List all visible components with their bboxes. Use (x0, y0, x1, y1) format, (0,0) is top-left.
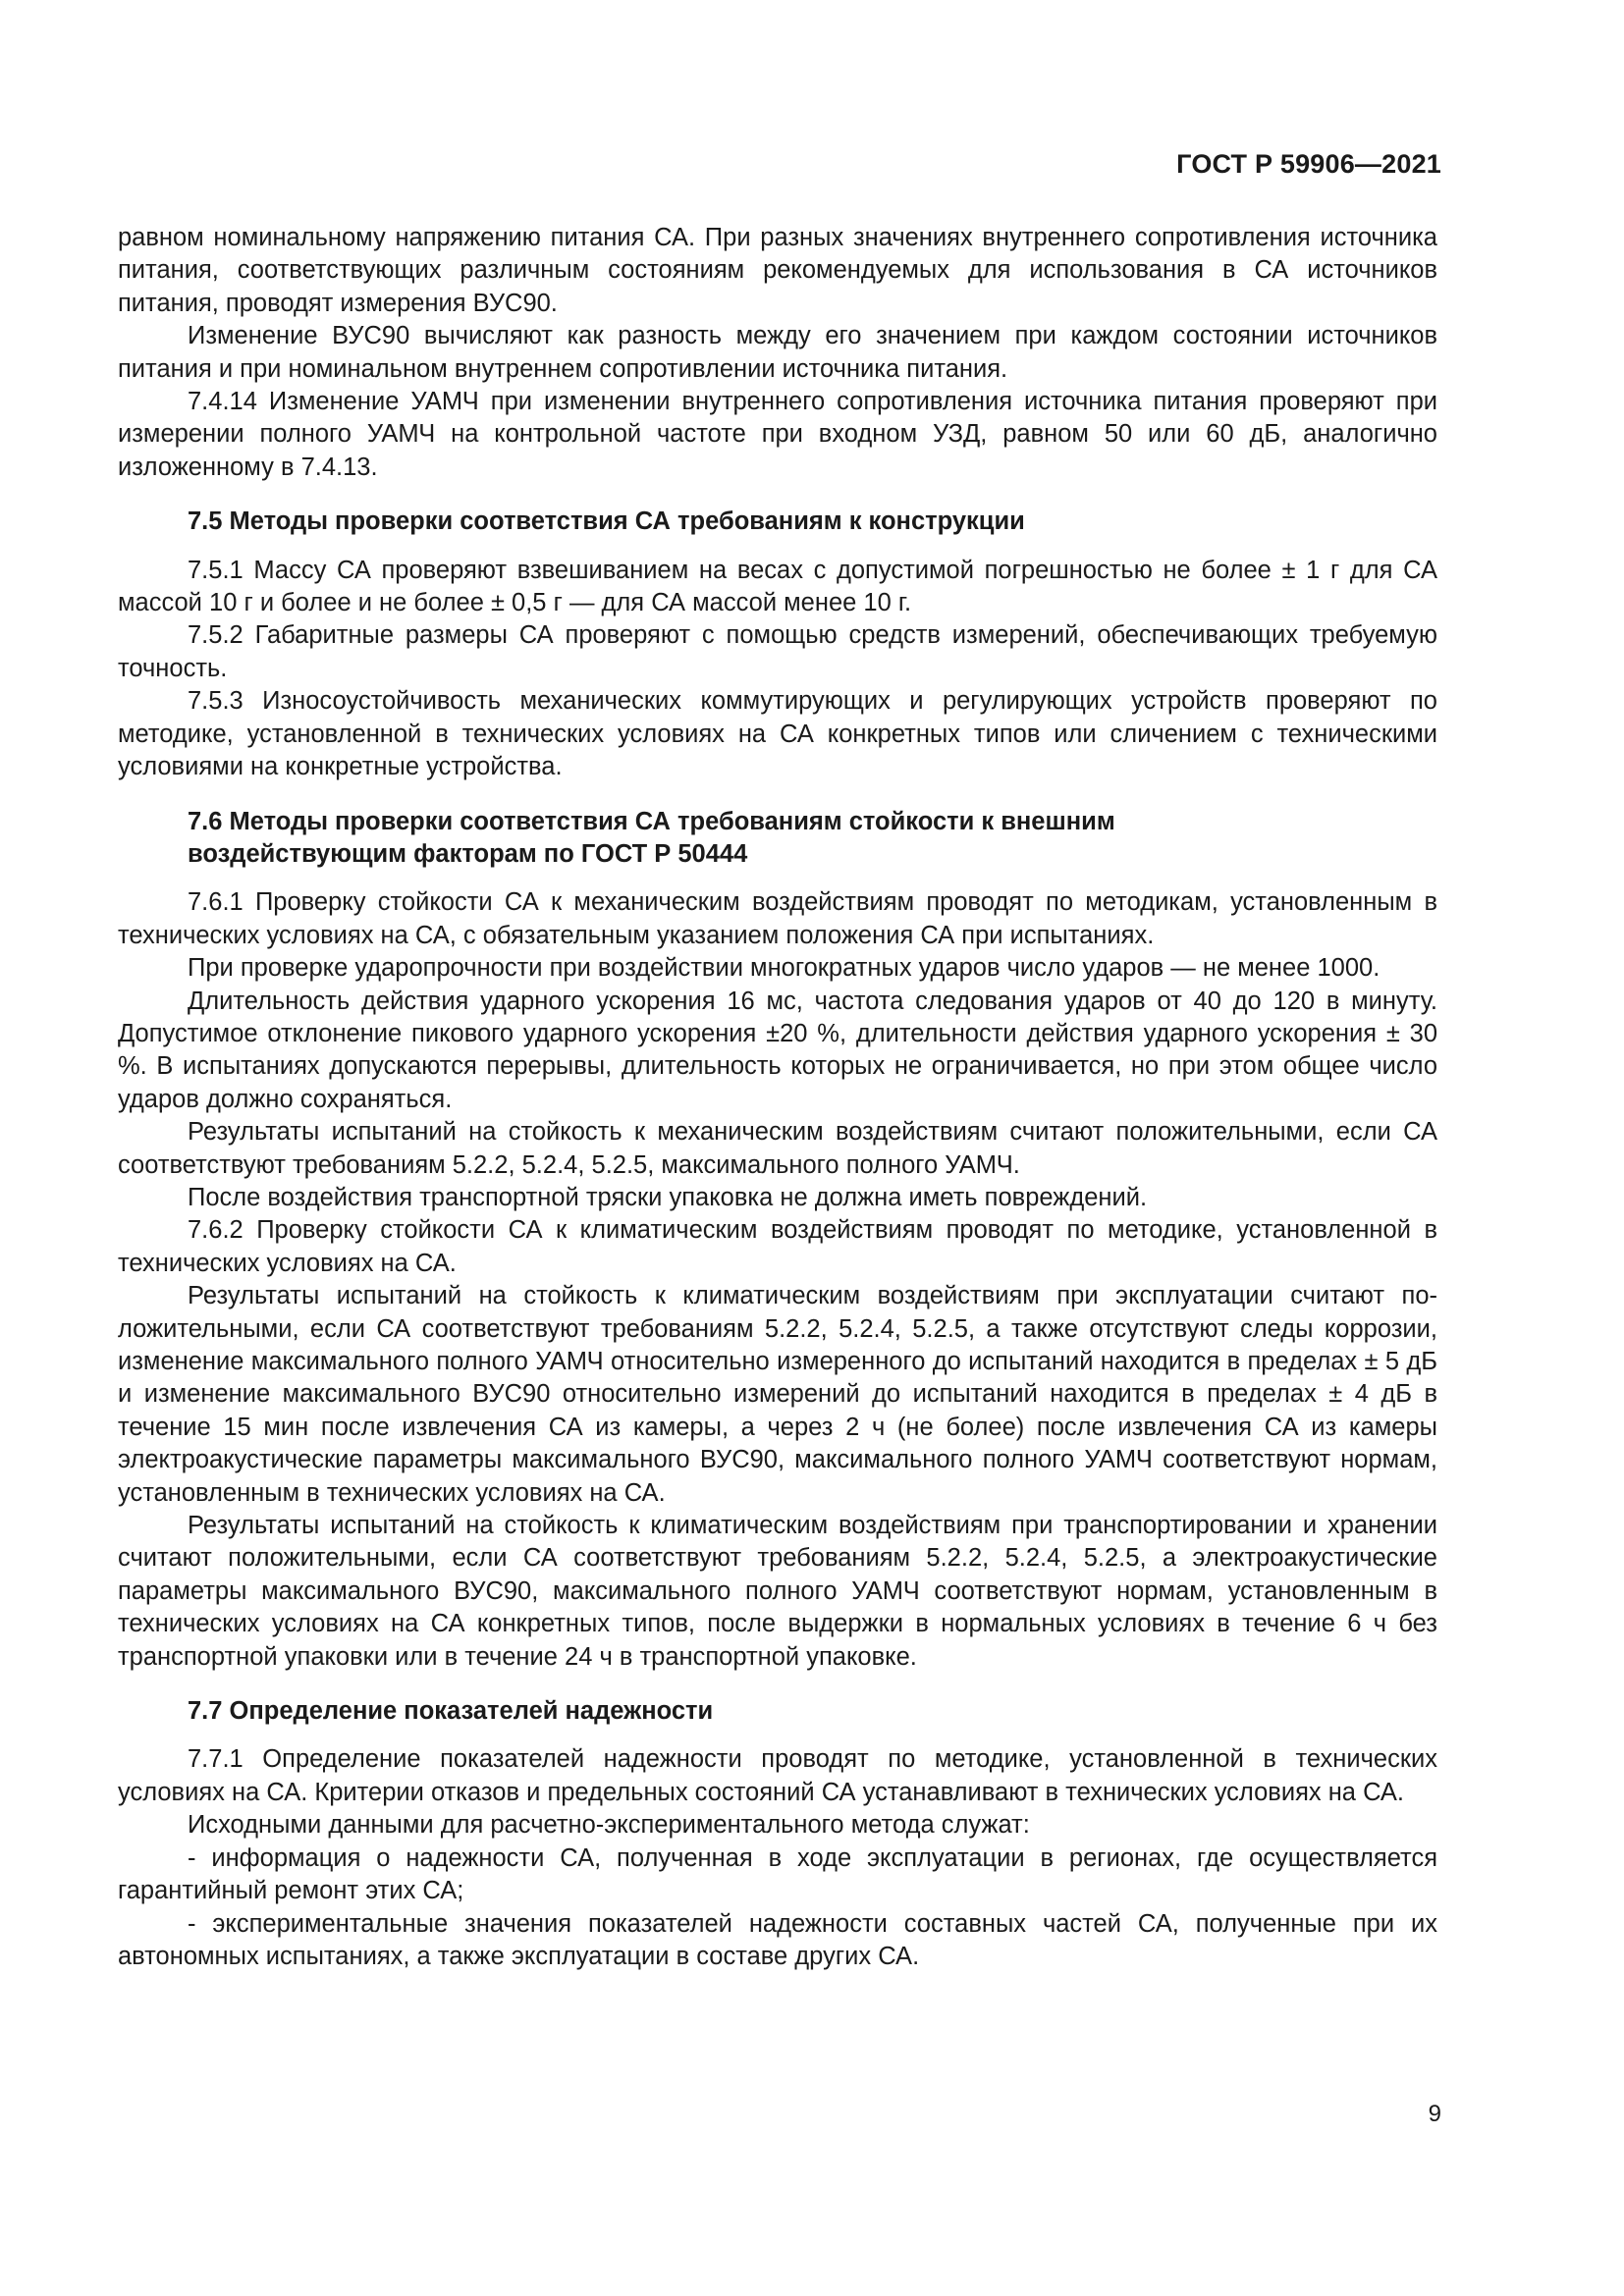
paragraph-7-5-1: 7.5.1 Массу СА проверяют взвешиванием на весах с допустимой погрешностью не более ± 1 г для СА массой 10 г и более и не более ± 0,5 г — для СА массой менее 10 г. (118, 556, 1437, 617)
paragraph: Результаты испытаний на стойкость к климатическим воздействиям при транспортировании и хранении считают положительными, если СА соответствуют требованиям 5.2.2, 5.2.4, 5.2.5, а электроакустические параметры максимального ВУС90, максимального полного УАМЧ соответствуют нормам, установленным в технических условиях на СА конкретных типов, после выдержки в нормальных условиях в течение 6 ч без транспортной упаковки или в течение 24 ч в транспортной упаковке. (118, 1512, 1437, 1671)
paragraph-7-4-14: 7.4.14 Изменение УАМЧ при изменении внутреннего сопротивления источника питания проверяют при измерении полного УАМЧ на контрольной частоте при входном УЗД, равном 50 или 60 дБ, аналогично изложенному в 7.4.13. (118, 388, 1437, 481)
paragraph: После воздействия транспортной тряски упаковка не должна иметь повреждений. (188, 1183, 1148, 1211)
document-body (118, 222, 1437, 1973)
section-heading-7-5: 7.5 Методы проверки соответствия СА требованиям к конструкции (188, 507, 1025, 536)
section-heading-7-6: 7.6 Методы проверки соответствия СА требованиям стойкости к внешним воздействующим факторам по ГОСТ Р 50444 (188, 807, 1115, 868)
section-heading-7-7: 7.7 Определение показателей надежности (188, 1697, 714, 1726)
document-id-header: ГОСТ Р 59906—2021 (1176, 149, 1441, 179)
paragraph: Результаты испытаний на стойкость к механическим воздействиям считают положительными, если СА соответствуют требованиям 5.2.2, 5.2.4, 5.2.5, максимального полного УАМЧ. (118, 1118, 1437, 1179)
paragraph-7-7-1: 7.7.1 Определение показателей надежности проводят по методике, установленной в технических условиях на СА. Критерии отказов и предельных состояний СА устанавливают в технических условиях на СА. (118, 1745, 1437, 1806)
list-item: - информация о надежности СА, полученная в ходе эксплуатации в регионах, где осуществляется гарантийный ремонт этих СА; (118, 1843, 1437, 1905)
paragraph: При проверке ударопрочности при воздействии многократных ударов число ударов — не менее 1000. (188, 954, 1380, 983)
paragraph-7-6-1: 7.6.1 Проверку стойкости СА к механическим воздействиям проводят по методикам, установленным в технических условиях на СА, с обязательным указанием положения СА при испытаниях. (118, 888, 1437, 949)
paragraph: Изменение ВУС90 вычисляют как разность между его значением при каждом состоянии источников питания и при номинальном внутреннем сопротивлении источника питания. (118, 322, 1437, 383)
paragraph: Результаты испытаний на стойкость к климатическим воздействиям при эксплуатации считают положительными, если СА соответствуют требованиям 5.2.2, 5.2.4, 5.2.5, а также отсутствуют следы коррозии, изменение максимального полного УАМЧ относительно измеренного до испытаний находится в пределах ± 5 дБ и изменение максимального ВУС90 относительно измерений до испытаний находится в пределах ± 4 дБ в течение 15 мин после извлечения СА из камеры, а через 2 ч (не более) после извлечения СА из камеры электроакустические параметры максимального ВУС90, максимального полного УАМЧ соответствуют нормам, установленным в технических условиях на СА. (118, 1282, 1437, 1507)
paragraph: Длительность действия ударного ускорения 16 мс, частота следования ударов от 40 до 120 в минуту. Допустимое отклонение пикового ударного ускорения ±20 %, длительности действия ударного ускорения ± 30 %. В испытаниях допускаются перерывы, длительность которых не ограничивается, но при этом общее число ударов должно сохраняться. (118, 987, 1437, 1113)
paragraph-7-5-2: 7.5.2 Габаритные размеры СА проверяют с помощью средств измерений, обеспечивающих требуемую точность. (118, 621, 1437, 682)
list-item: - экспериментальные значения показателей надежности составных частей СА, полученные при их автономных испытаниях, а также эксплуатации в составе других СА. (118, 1909, 1437, 1970)
paragraph-7-5-3: 7.5.3 Износоустойчивость механических коммутирующих и регулирующих устройств проверяют по методике, установленной в технических условиях на СА конкретных типов или сличением с техническими условиями на конкретные устройства. (118, 687, 1437, 781)
page-number: 9 (1428, 2101, 1441, 2127)
paragraph: равном номинальному напряжению питания СА. При разных значениях внутреннего сопротивления источника питания, соответствующих различным состояниям рекомендуемых для использования в СА источников питания, проводят измерения ВУС90. (118, 224, 1437, 317)
paragraph: Исходными данными для расчетно-экспериментального метода служат: (188, 1811, 1030, 1840)
paragraph-7-6-2: 7.6.2 Проверку стойкости СА к климатическим воздействиям проводят по методике, установленной в технических условиях на СА. (118, 1216, 1437, 1277)
